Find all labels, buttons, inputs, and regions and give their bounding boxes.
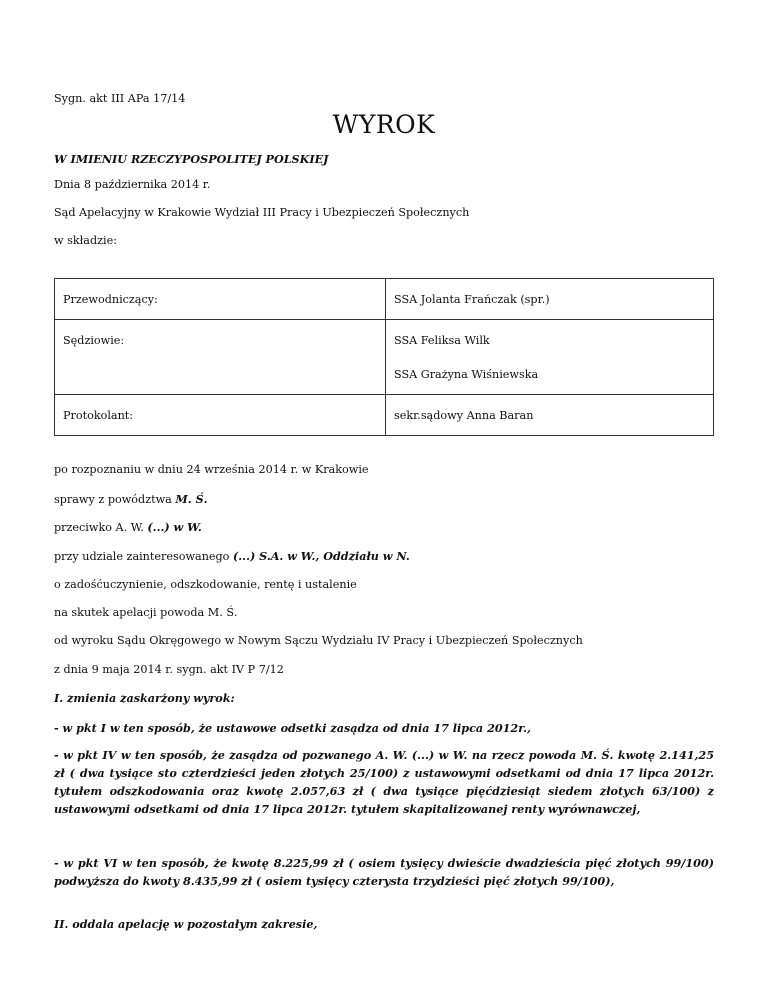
composition-intro: w składzie: [54,234,117,247]
ruling-item-3: - w pkt VI w ten sposób, że kwotę 8.225,99 zł ( osiem tysięcy dwieście dwadzieścia pięć złotych 99/100) podwyższa do kwoty 8.435,99 zł ( osiem tysięcy czterysta trzydzieści pięć złotych 99/100), [54,856,714,888]
judge-name: SSA Grażyna Wiśniewska [394,368,539,381]
document-subtitle: W IMIENIU RZECZYPOSPOLITEJ POLSKIEJ [54,152,329,166]
ruling-point-1: I. zmienia zaskarżony wyrok: [54,691,235,705]
document-title: WYROK [332,110,436,139]
judgment-date-line: z dnia 9 maja 2014 r. sygn. akt IV P 7/12 [54,663,284,676]
names-cell [386,279,714,320]
hearing-line: po rozpoznaniu w dniu 24 września 2014 r. w Krakowie [54,463,369,476]
judge-name: SSA Jolanta Frańczak (spr.) [394,293,550,306]
names-cell [386,320,714,395]
ruling-item-2: - w pkt IV w ten sposób, że zasądza od pozwanego A. W. (...) w W. na rzecz powoda M. Ś. kwotę 2.141,25 zł ( dwa tysiące sto czterdzieści jeden złotych 25/100) z ustawowymi odsetkami od dnia 17 lipca 2012r. tytułem odszkodowania oraz kwotę 2.057,63 zł ( dwa tysiące pięćdziesiąt siedem złotych 63/100) z ustawowymi odsetkami od dnia 17 lipca 2012r. tytułem skapitalizowanej renty wyrównawczej, [54,748,714,816]
judge-name: SSA Feliksa Wilk [394,334,490,347]
appeal-line: na skutek apelacji powoda M. Ś. [54,606,238,619]
subject-line: o zadośćuczynienie, odszkodowanie, rentę i ustalenie [54,578,357,591]
ruling-point-2: II. oddala apelację w pozostałym zakresie, [54,917,318,931]
court-line: Sąd Apelacyjny w Krakowie Wydział III Pracy i Ubezpieczeń Społecznych [54,206,470,219]
role-label: Sędziowie: [63,334,125,347]
judgment-line: od wyroku Sądu Okręgowego w Nowym Sączu Wydziału IV Pracy i Ubezpieczeń Społecznych [54,634,583,647]
role-cell [55,320,386,395]
date-line: Dnia 8 października 2014 r. [54,178,211,191]
names-cell [386,395,714,436]
ruling-item-1: - w pkt I w ten sposób, że ustawowe odsetki zasądza od dnia 17 lipca 2012r., [54,721,531,735]
role-label: Protokolant: [63,409,134,422]
table-row [55,395,714,436]
participant-line [54,549,410,563]
participant-prefix: przy udziale zainteresowanego [54,550,233,563]
defendant-line [54,520,202,534]
table-row [55,320,714,395]
case-prefix: sprawy z powództwa [54,493,176,506]
case-reference: Sygn. akt III APa 17/14 [54,92,186,105]
role-cell [55,395,386,436]
composition-table [54,278,714,436]
defendant-name: (...) w W. [147,520,202,534]
plaintiff-name: M. Ś. [175,492,208,506]
clerk-name: sekr.sądowy Anna Baran [394,409,534,422]
participant-name: (...) S.A. w W., Oddziału w N. [232,549,410,563]
against-prefix: przeciwko A. W. [54,521,148,534]
table-row [55,279,714,320]
role-cell [55,279,386,320]
role-label: Przewodniczący: [63,293,158,306]
case-line [54,492,208,506]
